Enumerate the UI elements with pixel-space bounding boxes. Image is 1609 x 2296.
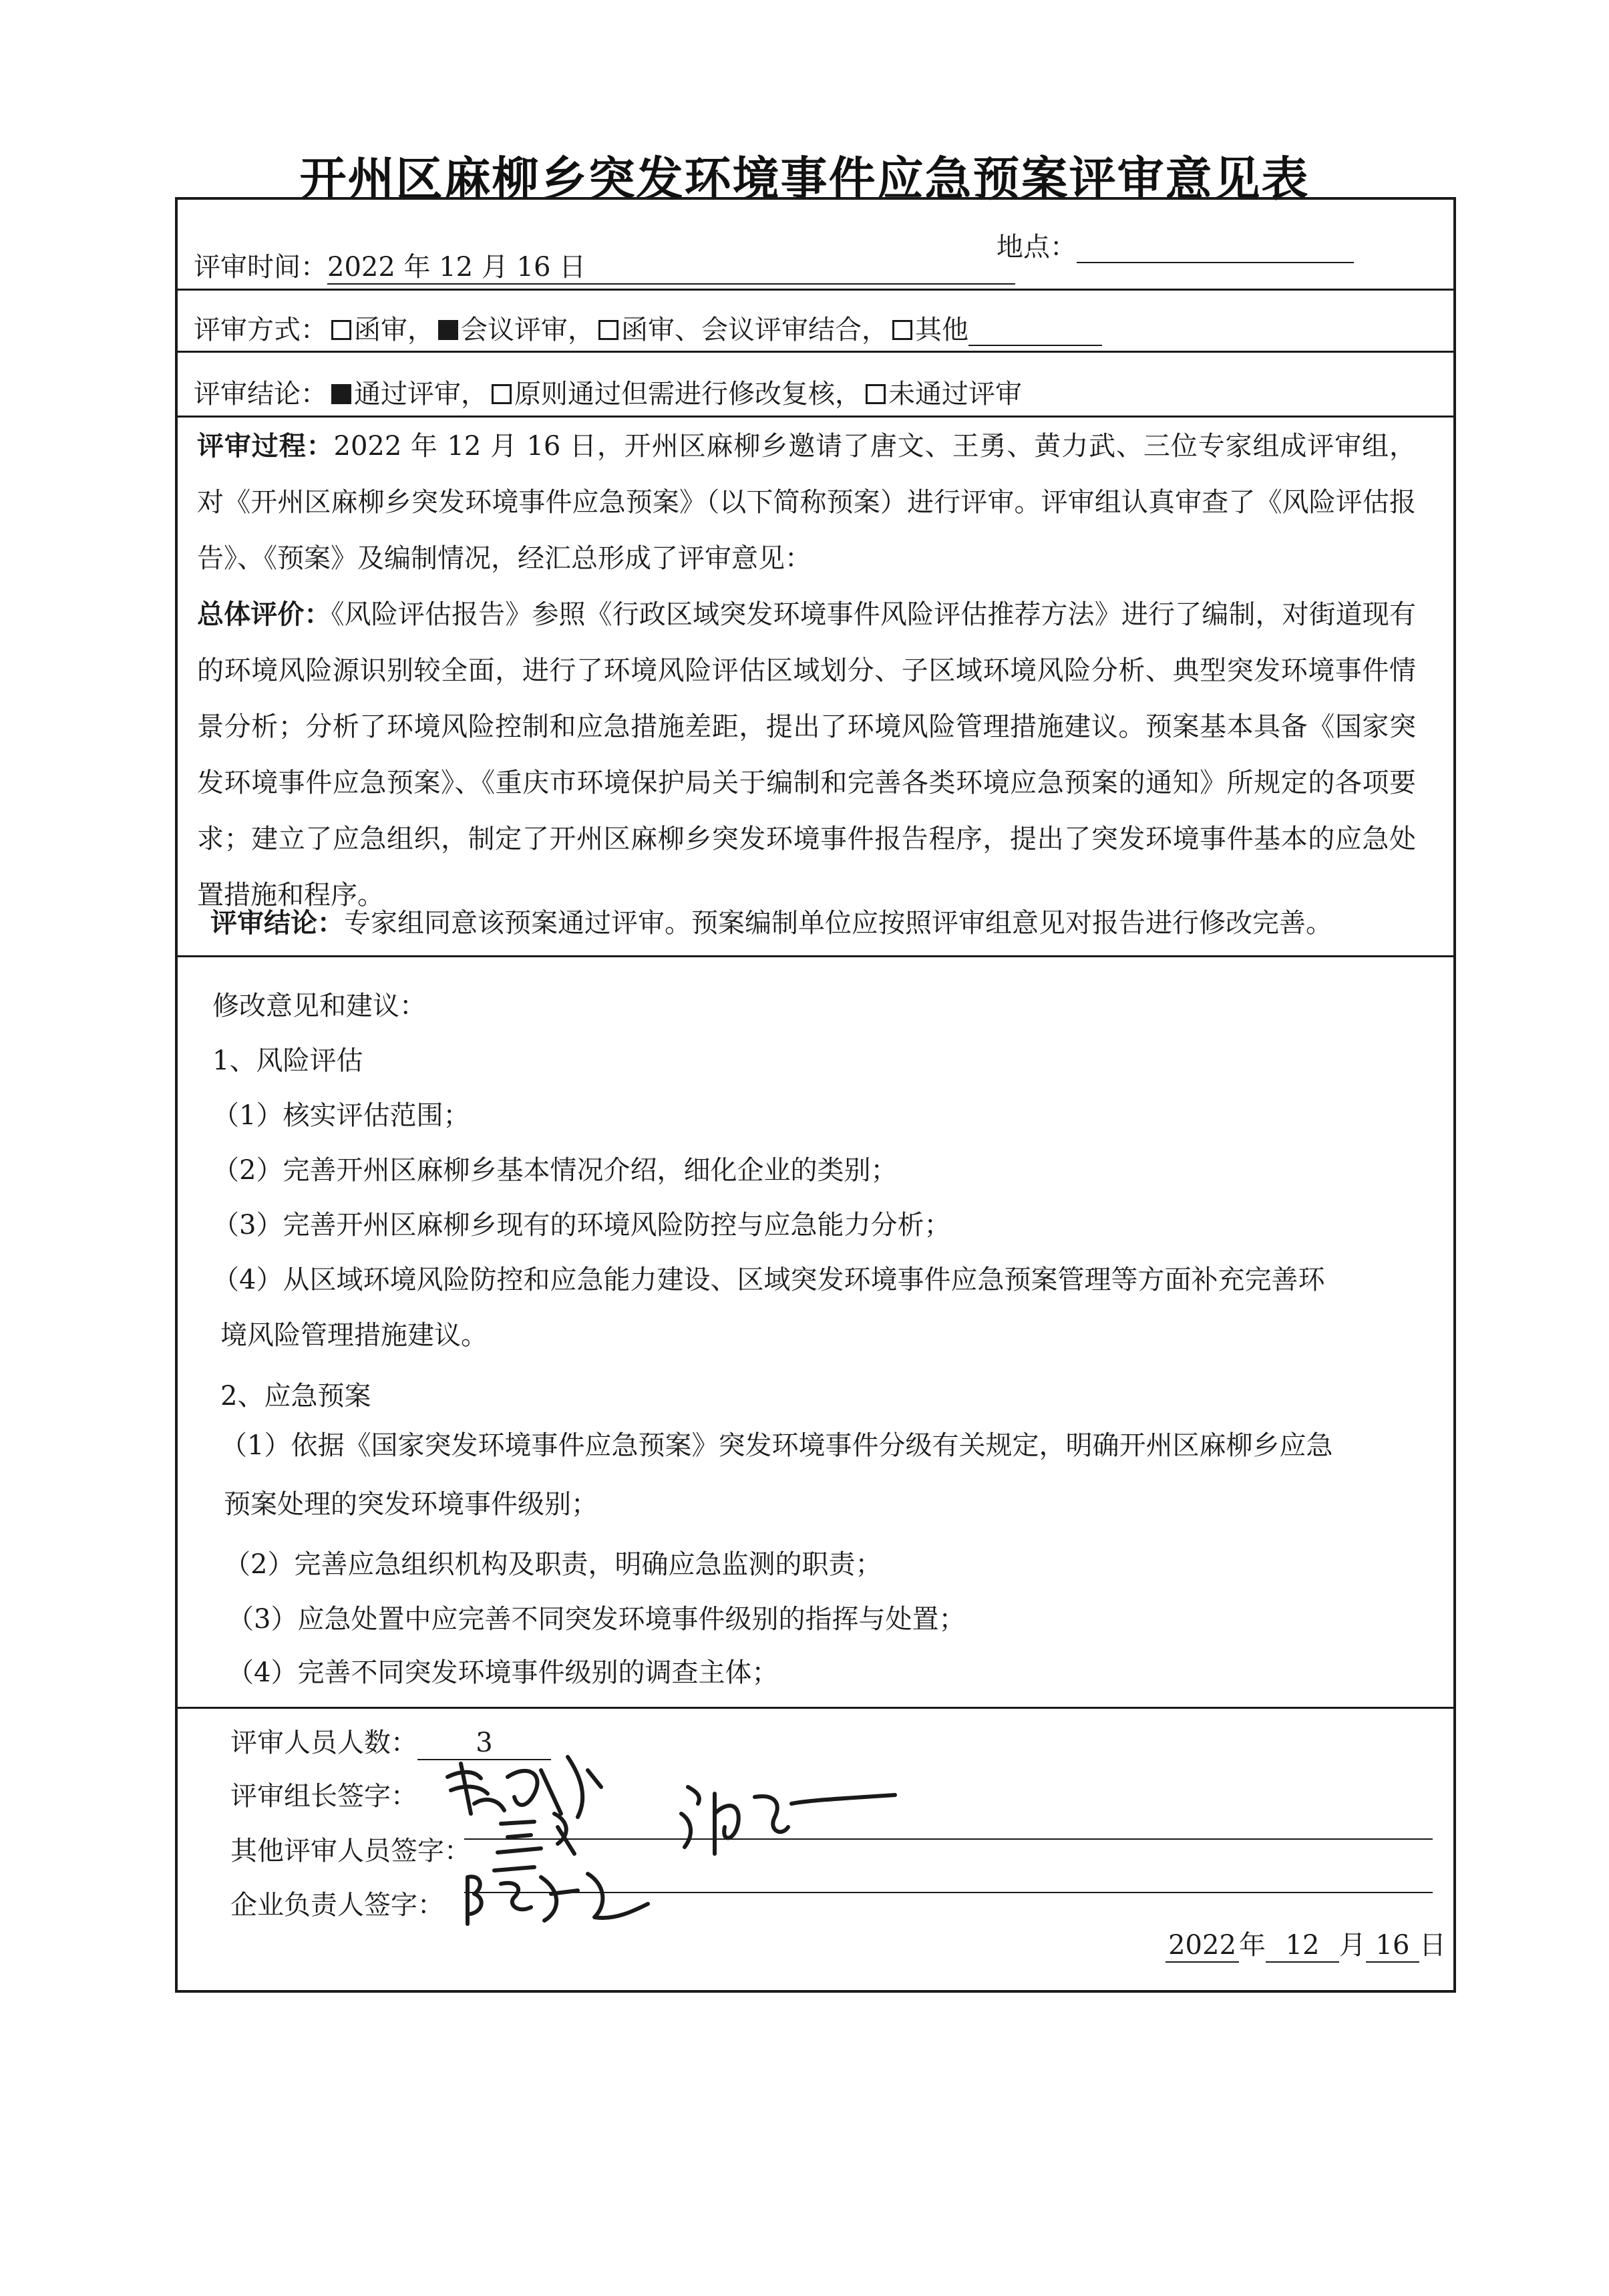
date-month: 12 <box>1266 1929 1339 1963</box>
review-time-value: 2022 年 12 月 16 日 <box>327 251 1015 285</box>
list-item: 境风险管理措施建议。 <box>220 1320 488 1351</box>
list-item: （1）依据《国家突发环境事件应急预案》突发环境事件分级有关规定，明确开州区麻柳乡应急 <box>220 1430 1333 1461</box>
conclusion-label: 评审结论： <box>210 907 344 939</box>
row-divider <box>175 955 1456 957</box>
review-method-label: 评审方式： <box>194 315 327 345</box>
section-risk-assessment-title: 1、风险评估 <box>212 1045 363 1076</box>
place-label: 地点： <box>997 232 1077 263</box>
form-title: 开州区麻柳乡突发环境事件应急预案评审意见表 <box>299 152 1310 206</box>
option-fail: 未通过评审 <box>888 379 1022 409</box>
date-year-unit: 年 <box>1239 1930 1266 1961</box>
date-day: 16 <box>1366 1929 1419 1963</box>
option-mail-review: 函审， <box>354 315 434 345</box>
list-item: （1）核实评估范围； <box>212 1100 470 1131</box>
other-blank <box>968 318 1102 346</box>
review-conclusion-row <box>194 378 1022 410</box>
review-method-row <box>194 314 1102 346</box>
conclusion-text: 专家组同意该预案通过评审。预案编制单位应按照评审组意见对报告进行修改完善。 <box>344 908 1332 939</box>
option-pass: 通过评审， <box>354 379 488 409</box>
checkbox-combined-review[interactable] <box>598 320 618 340</box>
row-divider <box>175 351 1456 353</box>
process-text: 2022 年 12 月 16 日，开州区麻柳乡邀请了唐文、王勇、黄力武、三位专家组成评审组，对《开州区麻柳乡突发环境事件应急预案》（以下简称预案）进行评审。评审组认真审查了《风险评估报告》、《预案》及编制情况，经汇总形成了评审意见： <box>197 431 1417 574</box>
list-item: （3）完善开州区麻柳乡现有的环境风险防控与应急能力分析； <box>212 1210 951 1241</box>
reviewer-count-label: 评审人员人数： <box>230 1728 417 1758</box>
reviewer-count-value: 3 <box>417 1727 551 1760</box>
suggestions-heading: 修改意见和建议： <box>212 991 426 1021</box>
list-item: （4）完善不同突发环境事件级别的调查主体； <box>227 1657 779 1688</box>
reviewer-signature-1 <box>494 1807 581 1860</box>
other-reviewers-signature-line <box>464 1838 1433 1840</box>
option-conditional-pass: 原则通过但需进行修改复核， <box>514 379 862 409</box>
date-year: 2022 <box>1166 1929 1239 1963</box>
list-item: （2）完善开州区麻柳乡基本情况介绍，细化企业的类别； <box>212 1155 898 1186</box>
overall-text: 《风险评估报告》参照《行政区域突发环境事件风险评估推荐方法》进行了编制，对街道现有的环境风险源识别较全面，进行了环境风险评估区域划分、子区域环境风险分析、典型突发环境事件情景分析；分析了环境风险控制和应急措施差距，提出了环境风险管理措施建议。预案基本具备《国家突发环境事件应急预案》、《重庆市环境保护局关于编制和完善各类环境应急预案的通知》所规定的各项要求；建立了应急组织，制定了开州区麻柳乡突发环境事件报告程序，提出了突发环境事件基本的应急处置措施和程序。 <box>197 599 1417 911</box>
leader-signature-label: 评审组长签字： <box>230 1781 417 1812</box>
checkbox-meeting-review[interactable] <box>438 320 458 340</box>
other-reviewers-signature-label: 其他评审人员签字： <box>230 1836 471 1866</box>
overall-label: 总体评价： <box>197 599 331 630</box>
section-emergency-plan-title: 2、应急预案 <box>220 1381 371 1412</box>
review-time-label: 评审时间： <box>194 252 327 283</box>
list-item: 预案处理的突发环境事件级别； <box>224 1489 598 1520</box>
review-time-row <box>194 251 1015 285</box>
review-process-paragraph <box>197 418 1416 587</box>
review-conclusion-paragraph <box>210 895 1429 951</box>
list-item: （4）从区域环境风险防控和应急能力建设、区域突发环境事件应急预案管理等方面补充完善环 <box>212 1265 1325 1295</box>
process-label: 评审过程： <box>197 430 334 462</box>
overall-evaluation-paragraph <box>197 587 1416 923</box>
date-month-unit: 月 <box>1339 1930 1366 1961</box>
list-item: （3）应急处置中应完善不同突发环境事件级别的指挥与处置； <box>227 1604 966 1635</box>
row-divider <box>175 1707 1456 1709</box>
checkbox-mail-review[interactable] <box>331 320 351 340</box>
row-divider <box>175 416 1456 418</box>
date-day-unit: 日 <box>1419 1930 1446 1961</box>
signature-date <box>1166 1929 1446 1963</box>
company-signature <box>461 1857 655 1931</box>
option-other: 其他 <box>915 315 968 345</box>
checkbox-conditional-pass[interactable] <box>492 384 512 404</box>
list-item: （2）完善应急组织机构及职责，明确应急监测的职责； <box>224 1549 882 1580</box>
option-combined-review: 函审、会议评审结合， <box>621 315 888 345</box>
row-divider <box>175 289 1456 291</box>
company-signature-label: 企业负责人签字： <box>230 1890 444 1921</box>
checkbox-other[interactable] <box>892 320 912 340</box>
checkbox-pass[interactable] <box>331 384 351 404</box>
option-meeting-review: 会议评审， <box>461 315 594 345</box>
place-row <box>997 231 1354 263</box>
place-value <box>1077 232 1354 263</box>
review-conclusion-label: 评审结论： <box>194 379 327 409</box>
reviewer-signature-2 <box>675 1774 902 1867</box>
checkbox-fail[interactable] <box>866 384 886 404</box>
